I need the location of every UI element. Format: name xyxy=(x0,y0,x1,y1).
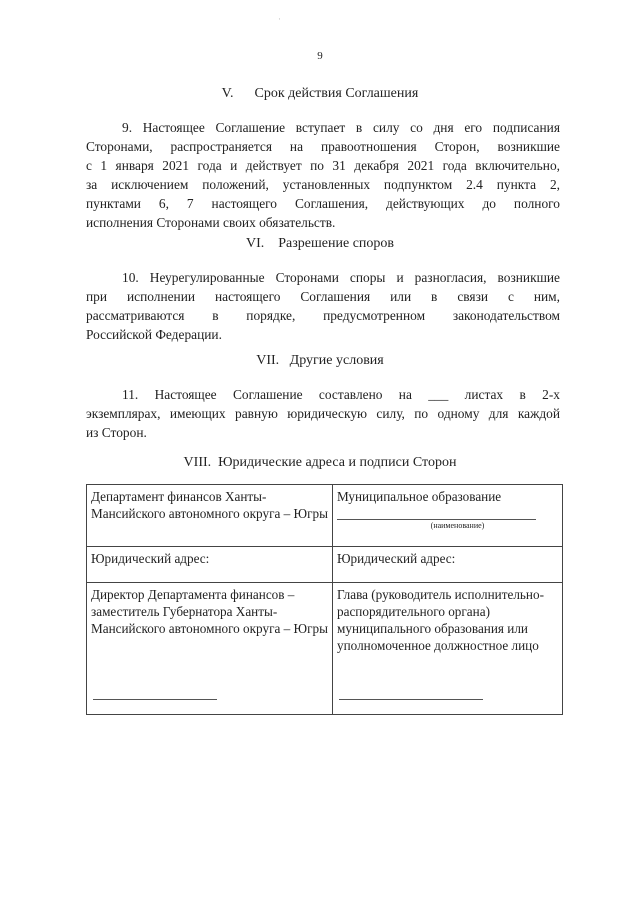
page-number: 9 xyxy=(317,50,323,62)
signatures-table xyxy=(86,484,563,715)
paragraph-line: исполнения Сторонами своих обязательств. xyxy=(86,215,336,230)
right-signatory-cell xyxy=(333,583,563,715)
paragraph-line: 11. Настоящее Соглашение составлено на ___ листах в 2-х xyxy=(122,387,560,402)
right-signatory-title: Глава (руководитель исполнительно-распорядительного органа) муниципального образования или уполномоченное должностное лицо xyxy=(337,587,544,653)
paragraph-line: Российской Федерации. xyxy=(86,327,222,342)
section-7-heading: VII. Другие условия xyxy=(256,353,384,368)
paragraph-line: экземплярах, имеющих равную юридическую силу, по одному для каждой xyxy=(86,406,560,421)
scan-mark: · xyxy=(278,14,281,24)
section-6-paragraph xyxy=(86,268,560,344)
paragraph-line: при исполнении настоящего Соглашения или в связи с ним, xyxy=(86,289,560,304)
section-6-heading: VI. Разрешение споров xyxy=(245,236,395,251)
left-party-cell xyxy=(87,485,333,547)
left-address-label: Юридический адрес: xyxy=(91,551,210,566)
paragraph-line: за исключением положений, установленных подпунктом 2.4 пункта 2, xyxy=(86,177,560,192)
section-5-paragraph xyxy=(86,118,560,232)
paragraph-line: 9. Настоящее Соглашение вступает в силу со дня его подписания xyxy=(122,120,560,135)
paragraph-line: пунктами 6, 7 настоящего Соглашения, действующих до полного xyxy=(86,196,560,211)
paragraph-line: Сторонами, распространяется на правоотношения Сторон, возникшие xyxy=(86,139,560,154)
left-signatory-title: Директор Департамента финансов – заместитель Губернатора Ханты-Мансийского автономного округа – Югры xyxy=(91,587,328,636)
left-party-name: Департамент финансов Ханты-Мансийского автономного округа – Югры xyxy=(91,489,328,521)
paragraph-line: 10. Неурегулированные Сторонами споры и разногласия, возникшие xyxy=(122,270,560,285)
paragraph-line: с 1 января 2021 года и действует по 31 декабря 2021 года включительно, xyxy=(86,158,560,173)
right-party-cell xyxy=(333,485,563,547)
left-signatory-cell xyxy=(87,583,333,715)
right-address-cell xyxy=(333,547,563,583)
right-party-name: Муниципальное образование xyxy=(337,489,502,504)
right-address-label: Юридический адрес: xyxy=(337,551,456,566)
paragraph-line: из Сторон. xyxy=(86,425,147,440)
paragraph-line: рассматриваются в порядке, предусмотренном законодательством xyxy=(86,308,560,323)
name-caption: (наименование) xyxy=(430,521,485,530)
right-signature-line xyxy=(339,699,483,700)
left-address-cell xyxy=(87,547,333,583)
table-row xyxy=(87,547,563,583)
section-5-heading: V. Срок действия Соглашения xyxy=(221,86,419,101)
left-signature-line xyxy=(93,699,217,700)
table-row xyxy=(87,583,563,715)
section-8-heading: VIII. Юридические адреса и подписи Сторон xyxy=(183,455,457,470)
table-row xyxy=(87,485,563,547)
section-7-paragraph xyxy=(86,385,560,442)
municipality-name-line xyxy=(337,519,536,520)
